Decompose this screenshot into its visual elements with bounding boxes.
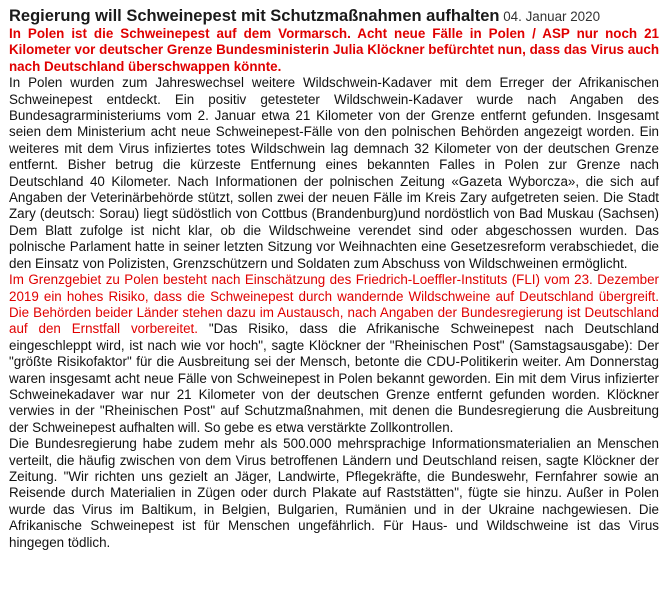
highlighted-text: Im Grenzgebiet zu Polen besteht nach Einschätzung des Friedrich-Loeffler-Instituts (FLI) vom 23. Dezember 2019 ein hohes Risiko, dass die Schweinepest durch wandernde Wildschweine auf Deutschland übergreift. Die Behörden beider Länder stehen dazu im Austausch, nach Angaben der Bundesregierung ist Deutschland auf den Ernstfall vorbereitet. (9, 272, 659, 337)
headline-row (9, 7, 659, 26)
paragraph-2-text: "Das Risiko, dass die Afrikanische Schweinepest nach Deutschland eingeschleppt wird, ist nach wie vor hoch", sagte Klöckner der "Rheinischen Post" (Samstagsausgabe): Der "größte Risikofaktor" für die Ausbreitung sei der Mensch, betonte die CDU-Politikerin weiter. Am Donnerstag waren insgesamt acht neue Fälle von Schweinepest in Polen bekannt geworden. Ein mit dem Virus infizierter Schweinekadaver war nur 21 Kilometer von der deutschen Grenze entfernt gefunden worden. Klöckner verwies in der "Rheinischen Post" auf Schutzmaßnahmen, mit denen die Bundesregierung die Ausbreitung der Schweinepest aufhalten will. So gebe es etwa verstärkte Zollkontrollen. (9, 321, 659, 435)
article-date: 04. Januar 2020 (503, 9, 601, 24)
article-headline: Regierung will Schweinepest mit Schutzmaßnahmen aufhalten (9, 7, 500, 25)
article-paragraph-2 (9, 272, 659, 436)
article-paragraph-3: Die Bundesregierung habe zudem mehr als 500.000 mehrsprachige Informationsmaterialien an Menschen verteilt, die häufig zwischen von dem Virus betroffenen Ländern und Deutschland reisen, sagte Klöckner der Zeitung. "Wir richten uns gezielt an Jäger, Landwirte, Pflegekräfte, die Bundeswehr, Fernfahrer sowie an Reisende durch Materialien in Zügen oder durch Plakate auf Raststätten", fügte sie hinzu. Außer in Polen wurde das Virus im Baltikum, in Belgien, Bulgarien, Rumänien und in der Ukraine nachgewiesen. Die Afrikanische Schweinepest ist für Menschen ungefährlich. Für Haus- und Wildschweine ist das Virus hingegen tödlich. (9, 436, 659, 550)
article-paragraph-1: In Polen wurden zum Jahreswechsel weitere Wildschwein-Kadaver mit dem Erreger der Afrikanischen Schweinepest entdeckt. Ein positiv getesteter Wildschwein-Kadaver wurde nach Angaben des Bundesagrarministeriums vom 2. Januar etwa 21 Kilometer von der Grenze entfernt gefunden. Insgesamt seien dem Ministerium acht neue Schweinepest-Fälle von den polnischen Behörden angezeigt worden. Ein weiteres mit dem Virus infiziertes totes Wildschwein lag demnach 32 Kilometer von der deutschen Grenze entfernt. Bisher betrug die kürzeste Entfernung eines bekannten Falles in Polen zur Grenze nach Deutschland 40 Kilometer. Nach Informationen der polnischen Zeitung «Gazeta Wyborcza», die sich auf Angaben der Veterinärbehörde stützt, sollen zwei der neuen Fälle im Kreis Zary aufgetreten seien. Die Stadt Zary (deutsch: Sorau) liegt südöstlich von Cottbus (Brandenburg)und nordöstlich von Bad Muskau (Sachsen) Dem Blatt zufolge ist nicht klar, ob die Wildschweine verendet sind oder abgeschossen wurden. Das polnische Parlament hatte in seiner letzten Sitzung vor Weihnachten eine Gesetzesreform verabschiedet, die den Einsatz von Polizisten, Grenzschützern und Soldaten zum Abschuss von Wildschweinen ermöglicht. (9, 75, 659, 271)
article-lead: In Polen ist die Schweinepest auf dem Vormarsch. Acht neue Fälle in Polen / ASP nur noch 21 Kilometer vor deutscher Grenze Bundesministerin Julia Klöckner befürchtet nun, dass das Virus auch nach Deutschland überschwappen könnte. (9, 26, 659, 74)
news-article (9, 7, 659, 551)
